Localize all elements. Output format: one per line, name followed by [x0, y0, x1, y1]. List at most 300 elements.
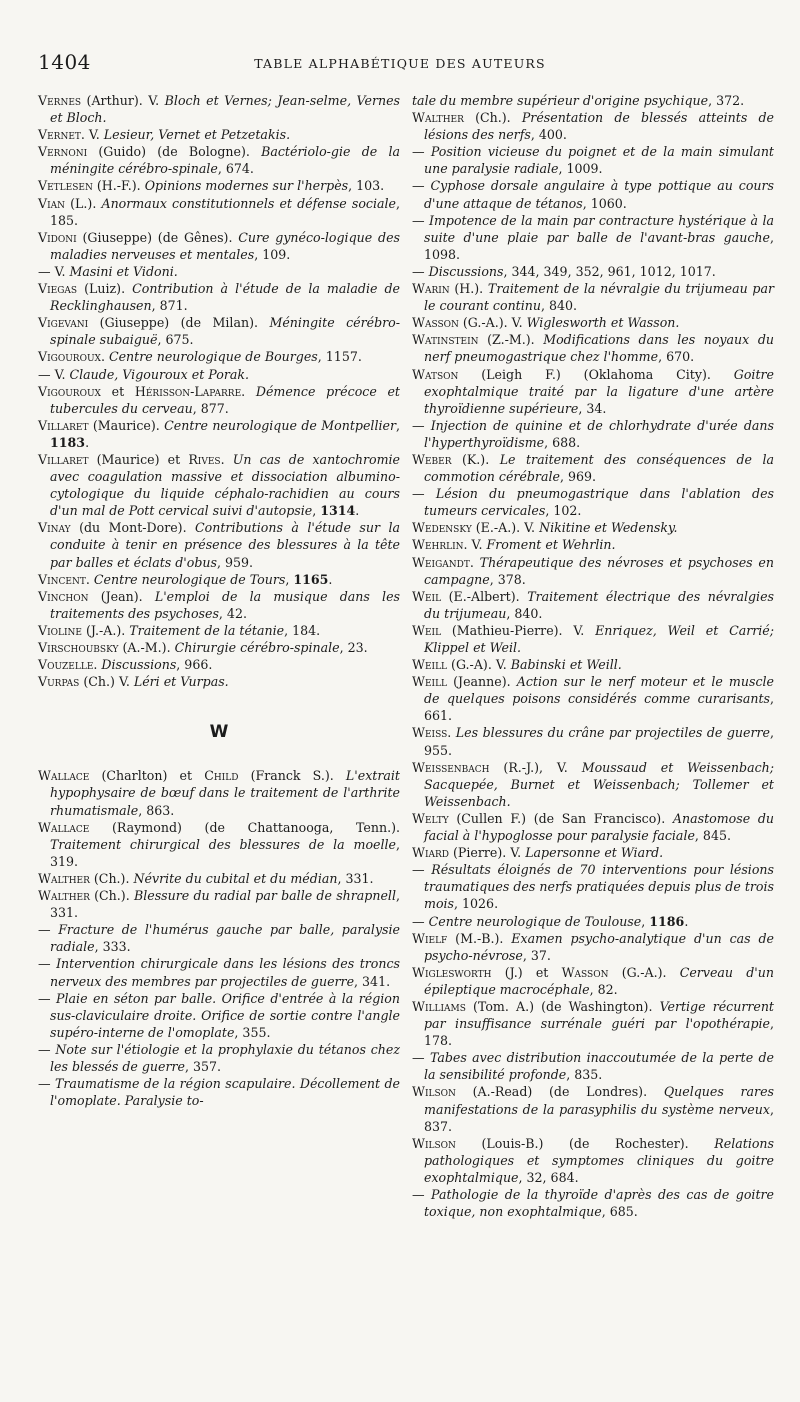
entry-text: , 845.: [694, 828, 731, 844]
author-name: Welty: [412, 810, 449, 826]
work-title: Le traitement des conséquences de la commotion cérébrale: [424, 451, 774, 485]
index-entry: [412, 673, 774, 724]
work-title: L'emploi de la musique dans les traitements des psychoses: [50, 588, 400, 621]
author-name: Vetlesen: [38, 178, 93, 194]
entry-text: .: [469, 554, 480, 570]
author-name: Vernoni: [38, 144, 88, 160]
author-name: Wiglesworth: [412, 964, 492, 980]
entry-text: (Guido) (de Bologne).: [87, 144, 262, 160]
index-entry: [38, 870, 400, 887]
author-name: Vincent: [38, 571, 86, 587]
page-ref: 1314: [320, 503, 356, 519]
index-entry: [412, 331, 774, 365]
entry-text: —: [412, 1050, 430, 1066]
work-title: Babinski et Weill.: [510, 657, 622, 673]
entry-text: (Charlton) et: [89, 768, 205, 784]
entry-text: , 835.: [566, 1067, 603, 1083]
work-title: Bactériolo-gie de la méningite cérébro-spinale: [50, 144, 400, 177]
entry-text: (M.-B.).: [447, 930, 512, 946]
author-name: Weill: [412, 657, 448, 673]
entry-text: , 178.: [424, 1016, 774, 1049]
index-entry: [412, 451, 774, 485]
entry-text: —: [412, 212, 429, 228]
index-entry: [38, 673, 400, 690]
entry-text: (E.-Albert).: [441, 588, 528, 604]
work-title: Anormaux constitutionnels et défense sociale: [101, 195, 396, 211]
entry-text: .: [85, 434, 90, 450]
work-title: Traitement de la névralgie du trijumeau par le courant continu: [424, 281, 774, 314]
work-title: Tabes avec distribution inaccoutumée de la perte de la sensibilité profonde: [424, 1050, 774, 1083]
entry-text: (R.-J.), V.: [489, 759, 582, 775]
work-title: Bloch et Vernes; Jean-selme, Vernes et Bloch.: [50, 93, 400, 126]
index-entry: [38, 767, 400, 818]
author-name: Weil: [412, 588, 442, 604]
work-title: Froment et Wehrlin.: [486, 537, 616, 553]
work-title: Relations pathologiques et symptomes cliniques du goitre exophtalmique: [424, 1135, 774, 1185]
entry-text: (Ch.).: [89, 870, 134, 886]
entry-text: . V.: [463, 537, 487, 553]
work-title: Examen psycho-analytique d'un cas de psycho-névrose: [424, 930, 775, 963]
entry-text: (Ch.).: [89, 888, 134, 904]
entry-text: (Louis-B.) (de Rochester).: [455, 1135, 715, 1151]
page-header: [38, 50, 762, 78]
author-name: Wiard: [412, 845, 449, 861]
index-entry: [38, 195, 400, 229]
entry-text: (G.-A.). V.: [458, 315, 527, 331]
work-title: Thérapeutique des névroses et psychoses en campagne: [424, 554, 774, 587]
entry-text: , 185.: [50, 195, 401, 228]
entry-text: , 840.: [541, 298, 578, 314]
work-title: Contributions à l'étude sur la conduite à tenir en présence des blessures à la tête par balles et éclats d'obus: [50, 520, 400, 570]
index-entry: [412, 536, 774, 553]
entry-text: ,: [312, 503, 321, 519]
author-name: Weil: [412, 622, 442, 638]
index-entry: [38, 622, 400, 639]
index-entry: [38, 571, 400, 588]
entry-text: , 341.: [354, 973, 391, 989]
index-entry: [412, 656, 774, 673]
index-entry: [38, 955, 400, 989]
entry-text: .: [684, 913, 689, 929]
author-name: Virschoubsky: [38, 640, 119, 655]
author-name: Wedensky: [412, 520, 472, 536]
entry-text: —: [412, 1187, 432, 1202]
entry-text: —: [38, 990, 57, 1006]
author-name: Weill: [412, 674, 448, 690]
entry-text: —: [412, 862, 432, 878]
work-title: Pathologie de la thyroïde d'après des cas de goitre toxique, non exophtalmique: [424, 1187, 774, 1220]
entry-text: .: [93, 657, 102, 673]
index-entry: [412, 998, 774, 1049]
author-name: Vernet: [38, 127, 81, 143]
entry-text: — V.: [38, 366, 70, 382]
entry-text: (du Mont-Dore).: [70, 520, 196, 536]
entry-text: (H.-F.).: [92, 178, 145, 194]
entry-text: , 877.: [192, 400, 229, 416]
author-name: Walther: [38, 870, 90, 886]
entry-text: , 674.: [217, 161, 254, 177]
left-column: [38, 92, 400, 1109]
entry-text: , 32, 684.: [518, 1169, 579, 1185]
entry-text: —: [412, 486, 436, 502]
page-ref: 1186: [649, 913, 685, 929]
entry-text: .: [100, 349, 109, 365]
author-name: Wilson: [412, 1084, 456, 1100]
work-title: Discussions: [428, 263, 504, 279]
work-title: Intervention chirurgicale dans les lésions des troncs nerveux des membres par projectiles de guerre: [50, 956, 400, 989]
author-name: Watinstein: [412, 332, 479, 348]
work-title: Impotence de la main par contracture hystérique à la suite d'une plaie par balle de l'avant-bras gauche: [424, 212, 774, 245]
work-title: Masini et Vidoni.: [69, 263, 178, 279]
page-number: 1404: [38, 50, 91, 74]
entry-text: (A.-M.).: [118, 640, 175, 655]
entry-text: (Jeanne).: [447, 674, 517, 690]
index-entry: [412, 622, 774, 656]
entry-text: , 37.: [522, 947, 551, 963]
index-entry: [412, 844, 774, 861]
entry-text: , 103.: [348, 178, 385, 194]
author-name: Hérisson-Laparre: [134, 383, 242, 399]
author-name: Weber: [412, 451, 452, 467]
entry-text: —: [412, 263, 429, 279]
entry-text: (Giuseppe) (de Milan).: [88, 315, 270, 331]
entry-text: ,: [285, 571, 294, 587]
work-title: Goitre exophtalmique traité par la ligature d'une artère thyroïdienne supérieure: [424, 366, 774, 416]
work-title: Claude, Vigouroux et Porak.: [69, 366, 250, 382]
work-title: Traitement chirurgical des blessures de la moelle: [50, 836, 396, 852]
author-name: Vidoni: [38, 229, 77, 245]
index-entry: [412, 759, 774, 810]
work-title: Centre neurologique de Bourges: [108, 349, 318, 365]
work-title: Cerveau d'un épileptique macrocéphale: [424, 964, 774, 997]
entry-text: , 109.: [254, 246, 291, 262]
index-entry: [38, 280, 400, 314]
work-title: Résultats éloignés de 70 interventions pour lésions traumatiques des nerfs pratiquées depuis plus de trois mois: [424, 862, 774, 912]
entry-text: , 685.: [601, 1204, 638, 1220]
entry-text: .: [355, 503, 360, 519]
entry-text: , 357.: [184, 1058, 222, 1074]
work-title: Quelques rares manifestations de la parasyphilis du système nerveux: [424, 1084, 774, 1117]
index-entry: [412, 485, 774, 519]
index-entry: [38, 229, 400, 263]
work-title: Traumatisme de la région scapulaire. Décollement de l'omoplate. Paralysie to-: [50, 1076, 400, 1109]
entry-text: , 966.: [176, 657, 213, 673]
author-name: Wielf: [412, 930, 448, 946]
author-name: Wasson: [412, 315, 459, 331]
entry-text: , 378.: [489, 571, 526, 587]
entry-text: (Franck S.).: [238, 768, 346, 784]
entry-text: (Arthur). V.: [81, 93, 165, 108]
author-name: Villaret: [38, 451, 89, 467]
entry-text: . V.: [80, 127, 104, 143]
index-entry: [38, 92, 400, 126]
entry-text: —: [38, 956, 57, 972]
entry-text: (Cullen F.) (de San Francisco).: [448, 810, 673, 826]
work-title: Contribution à l'étude de la maladie de Recklinghausen: [50, 281, 400, 314]
entry-text: —: [38, 1076, 55, 1092]
index-entry: [38, 1075, 400, 1109]
entry-text: .: [328, 571, 333, 587]
author-name: Williams: [412, 998, 466, 1014]
work-title: Traitement électrique des névralgies du trijumeau: [424, 588, 774, 621]
entry-text: , 1060.: [582, 195, 627, 211]
index-entry: [38, 990, 400, 1041]
index-entry: [412, 554, 774, 588]
work-title: Nikitine et Wedensky.: [539, 520, 678, 536]
index-entry: [412, 519, 774, 536]
author-name: Wasson: [561, 964, 609, 980]
entry-text: , 837.: [424, 1101, 774, 1134]
index-entry: [412, 417, 774, 451]
work-title: Vertige récurrent par insuffisance surrénale guéri par l'opothérapie: [424, 998, 774, 1032]
entry-text: , 42.: [218, 605, 247, 621]
work-title: Centre neurologique de Montpellier: [164, 417, 396, 433]
index-entry: [412, 913, 774, 930]
index-entry: [412, 1135, 774, 1186]
index-entry: [412, 177, 774, 211]
entry-text: , 400.: [530, 127, 567, 143]
index-entry: [38, 348, 400, 365]
work-title: Cyphose dorsale angulaire à type pottique au cours d'une attaque de tétanos: [424, 178, 774, 211]
author-name: Vurpas: [38, 674, 80, 690]
entry-text: (G.-A). V.: [447, 657, 511, 673]
entry-text: , 871.: [151, 298, 188, 314]
entry-text: .: [241, 383, 256, 399]
work-title: Centre neurologique de Tours: [93, 571, 286, 587]
index-entry: [412, 280, 774, 314]
work-title: Discussions: [101, 657, 177, 673]
author-name: Vian: [38, 195, 66, 211]
author-name: Vernes: [38, 93, 82, 108]
section-letter-w: W: [209, 722, 229, 743]
entry-text: —: [412, 417, 431, 433]
entry-text: , 372.: [708, 93, 745, 108]
index-entry: [412, 314, 774, 331]
index-entry: [412, 109, 774, 143]
entry-text: , 23.: [339, 640, 368, 655]
index-entry: [412, 964, 774, 998]
entry-text: (K.).: [451, 451, 500, 467]
author-name: Vinchon: [38, 588, 89, 604]
entry-text: —: [412, 178, 431, 194]
entries-w: [38, 767, 400, 1109]
author-name: Weigandt: [412, 554, 470, 570]
entry-text: , 1026.: [454, 896, 499, 912]
author-name: Vigouroux: [38, 383, 101, 399]
entry-text: .: [447, 725, 456, 741]
index-entry: [412, 143, 774, 177]
work-title: Les blessures du crâne par projectiles de guerre: [455, 725, 770, 741]
entry-text: , 959.: [216, 554, 254, 570]
entry-text: (L.).: [65, 195, 102, 211]
entry-text: (Ch.) V.: [79, 674, 134, 690]
entry-text: —: [38, 922, 59, 938]
entry-text: et: [100, 383, 135, 399]
index-entry: [412, 1083, 774, 1134]
entry-text: (Giuseppe) (de Gênes).: [76, 229, 239, 245]
right-column: [412, 92, 774, 1220]
index-entry: [38, 519, 400, 570]
index-entry: [38, 639, 400, 656]
work-title: Traitement de la tétanie: [129, 622, 285, 638]
index-entry: [38, 314, 400, 348]
entry-text: (H.).: [449, 281, 488, 297]
entry-text: (Maurice).: [88, 417, 165, 433]
author-name: Vigevani: [38, 315, 89, 331]
work-title: tale du membre supérieur d'origine psychique: [412, 93, 709, 108]
author-name: Wehrlin: [412, 537, 464, 553]
index-entry: [38, 921, 400, 955]
index-entry: [38, 656, 400, 673]
entry-text: (Z.-M.).: [478, 332, 544, 348]
index-entry: [412, 930, 774, 964]
author-name: Vigouroux: [38, 349, 101, 365]
index-entry: [412, 1186, 774, 1220]
work-title: Anastomose du facial à l'hypoglosse pour paralysie faciale: [424, 810, 775, 844]
work-title: Injection de quinine et de chlorhydrate d'urée dans l'hyperthyroïdisme: [424, 417, 774, 450]
index-entry: [412, 861, 774, 912]
entry-text: (Mathieu-Pierre). V.: [441, 622, 596, 638]
author-name: Walther: [38, 888, 90, 904]
index-entry: [38, 819, 400, 870]
entry-text: (J.-A.).: [82, 622, 130, 638]
author-name: Wallace: [38, 819, 90, 835]
author-name: Rives: [188, 451, 221, 467]
index-entry: [412, 810, 774, 844]
entry-text: , 661.: [424, 691, 774, 724]
entry-text: , 688.: [544, 434, 581, 450]
work-title: Moussaud et Weissenbach; Sacquepée, Burnet et Weissenbach; Tollemer et Weissenbach.: [424, 759, 774, 809]
work-title: Wiglesworth et Wasson.: [526, 315, 680, 331]
index-entry: [38, 451, 400, 519]
index-entry: [412, 366, 774, 417]
entry-text: , 675.: [157, 332, 194, 348]
entry-text: (Luiz).: [77, 281, 133, 297]
entry-text: (Maurice) et: [88, 451, 189, 467]
author-name: Wallace: [38, 768, 90, 784]
entry-text: (A.-Read) (de Londres).: [455, 1084, 664, 1100]
work-title: Chirurgie cérébro-spinale: [174, 640, 340, 655]
index-entry: [38, 887, 400, 921]
author-name: Vinay: [38, 520, 71, 536]
index-entry: [412, 263, 774, 280]
entry-text: — V.: [38, 263, 70, 279]
index-entry: [412, 588, 774, 622]
work-title: Modifications dans les noyaux du nerf pneumogastrique chez l'homme: [424, 332, 774, 365]
entry-text: —: [38, 1041, 56, 1057]
author-name: Watson: [412, 366, 459, 382]
author-name: Violine: [38, 622, 83, 638]
work-title: Léri et Vurpas.: [133, 674, 229, 690]
index-entry: [38, 126, 400, 143]
index-entry: [38, 383, 400, 417]
author-name: Wilson: [412, 1135, 456, 1151]
work-title: Fracture de l'humérus gauche par balle, paralysie radiale: [50, 922, 400, 955]
entry-text: (J.) et: [491, 964, 562, 980]
entries-v: [38, 92, 400, 690]
author-name: Viegas: [38, 281, 78, 297]
index-entry: [412, 724, 774, 758]
work-title: Note sur l'étiologie et la prophylaxie du tétanos chez les blessés de guerre: [50, 1041, 400, 1074]
entry-text: , 331.: [50, 888, 400, 921]
author-name: Weissenbach: [412, 759, 490, 775]
index-entry: [412, 1049, 774, 1083]
entry-text: , 1157.: [317, 349, 362, 365]
page-ref: 1183: [50, 434, 86, 450]
entry-text: —: [412, 913, 429, 929]
work-title: Opinions modernes sur l'herpès: [144, 178, 349, 194]
entry-text: (Jean).: [88, 588, 155, 604]
index-entry: [38, 366, 400, 383]
entry-text: (Pierre). V.: [449, 845, 526, 861]
index-entry: [412, 212, 774, 263]
entry-text: (E.-A.). V.: [471, 520, 540, 536]
entry-text: (Raymond) (de Chattanooga, Tenn.).: [89, 819, 400, 835]
entry-text: , 102.: [545, 503, 582, 519]
work-title: Lesieur, Vernet et Petzetakis.: [103, 127, 291, 143]
work-title: Présentation de blessés atteints de lésions des nerfs: [424, 110, 775, 143]
entry-text: .: [85, 571, 94, 587]
entry-text: , 82.: [589, 981, 618, 997]
work-title: Position vicieuse du poignet et de la main simulant une paralysie radiale: [424, 144, 774, 177]
index-entry: [38, 1041, 400, 1075]
index-entry: [38, 588, 400, 622]
author-name: Vouzelle: [38, 657, 94, 673]
entry-text: , 355.: [234, 1024, 271, 1040]
page-ref: 1165: [293, 571, 329, 587]
entries-w-continued: [412, 92, 774, 1220]
entry-text: , 184.: [284, 622, 321, 638]
author-name: Warin: [412, 281, 450, 297]
entry-text: , 1098.: [424, 229, 774, 262]
entry-text: , 333.: [94, 939, 131, 955]
work-title: Centre neurologique de Toulouse: [428, 913, 642, 929]
author-name: Child: [204, 768, 239, 784]
index-entry: [38, 177, 400, 194]
entry-text: , 319.: [50, 836, 400, 869]
entry-text: ,: [395, 417, 400, 433]
entry-text: , 331.: [337, 870, 374, 886]
entry-text: , 1009.: [558, 161, 603, 177]
entry-text: (G.-A.).: [608, 964, 680, 980]
index-entry: [412, 92, 774, 109]
entry-text: —: [412, 144, 431, 160]
work-title: Lésion du pneumogastrique dans l'ablation des tumeurs cervicales: [424, 486, 774, 519]
entry-text: , 840.: [506, 605, 543, 621]
work-title: Névrite du cubital et du médian: [133, 870, 338, 886]
entry-text: , 955.: [424, 725, 774, 758]
work-title: L'extrait hypophysaire de bœuf dans le traitement de l'arthrite rhumatismale: [50, 768, 400, 818]
entry-text: .: [220, 451, 233, 467]
work-title: Un cas de xantochromie avec coagulation massive et dissociation albumino-cytologique du liquide céphalo-rachidien au cours d'un mal de Pott cervical suivi d'autopsie: [50, 451, 401, 519]
entry-text: (Tom. A.) (de Washington).: [465, 998, 660, 1014]
work-title: Action sur le nerf moteur et le muscle de quelques poisons considérés comme curarisants: [424, 674, 774, 707]
author-name: Walther: [412, 110, 464, 126]
entry-text: ,: [641, 913, 650, 929]
author-name: Villaret: [38, 417, 89, 433]
work-title: Démence précoce et tubercules du cerveau: [50, 383, 400, 416]
work-title: Blessure du radial par balle de shrapnell: [133, 888, 396, 904]
work-title: Plaie en séton par balle. Orifice d'entrée à la région sus-claviculaire droite. Orifice de sortie contre l'angle supéro-interne de l'omoplate: [50, 990, 400, 1040]
entry-text: , 670.: [658, 349, 695, 365]
entry-text: , 34.: [578, 400, 607, 416]
work-title: Méningite cérébro-spinale subaiguë: [50, 315, 400, 348]
work-title: Cure gynéco-logique des maladies nerveuses et mentales: [50, 229, 400, 262]
entry-text: (Ch.).: [463, 110, 522, 126]
entry-text: , 969.: [559, 469, 596, 485]
entry-text: , 863.: [138, 802, 175, 818]
index-entry: [38, 143, 400, 177]
